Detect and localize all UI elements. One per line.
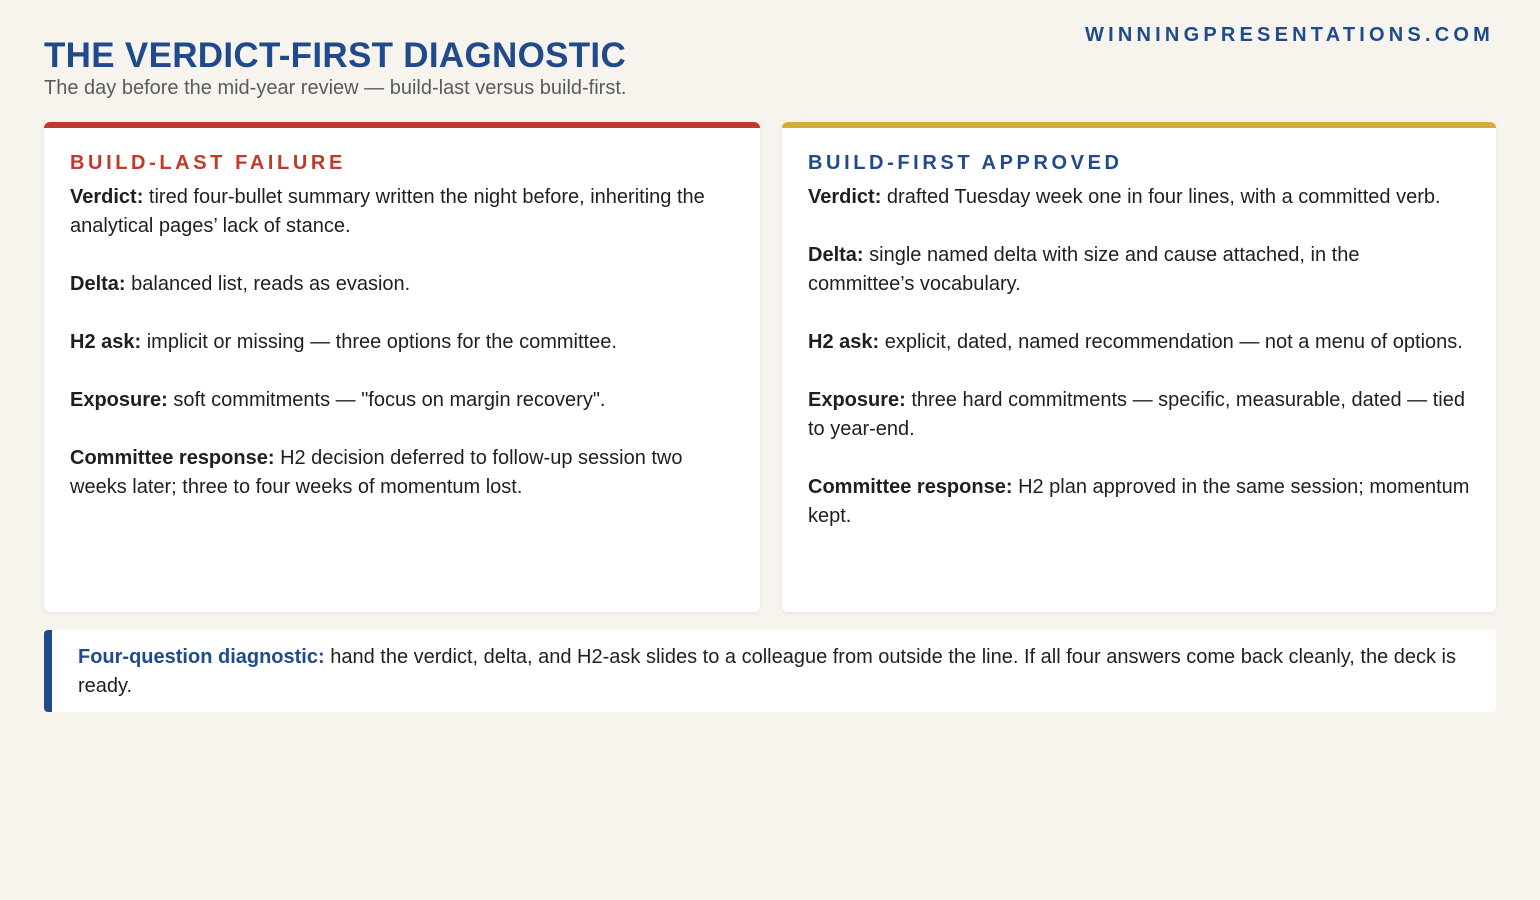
delta-item bbox=[70, 270, 734, 299]
item-text: implicit or missing — three options for the committee. bbox=[146, 331, 617, 353]
item-label: Verdict: bbox=[808, 186, 882, 208]
callout-text: hand the verdict, delta, and H2-ask slides to a colleague from outside the line. If all four answers come back cleanly, the deck is ready. bbox=[78, 646, 1456, 697]
item-text: explicit, dated, named recommendation — not a menu of options. bbox=[884, 331, 1463, 353]
item-label: H2 ask: bbox=[70, 331, 142, 353]
item-label: Committee response: bbox=[808, 476, 1013, 498]
callout-label: Four-question diagnostic: bbox=[78, 646, 325, 668]
exposure-item bbox=[70, 386, 734, 415]
item-text: tired four-bullet summary written the night before, inheriting the analytical pages’ lack of stance. bbox=[70, 186, 705, 237]
h2-ask-item bbox=[70, 328, 734, 357]
item-label: Delta: bbox=[808, 244, 864, 266]
item-label: Delta: bbox=[70, 273, 126, 295]
item-text: single named delta with size and cause attached, in the committee’s vocabulary. bbox=[808, 244, 1360, 295]
h2-ask-item bbox=[808, 328, 1470, 357]
item-text: soft commitments — "focus on margin recovery". bbox=[173, 389, 606, 411]
item-label: Exposure: bbox=[808, 389, 906, 411]
verdict-item bbox=[808, 183, 1470, 212]
item-text: drafted Tuesday week one in four lines, with a committed verb. bbox=[886, 186, 1441, 208]
item-label: Committee response: bbox=[70, 447, 275, 469]
item-label: Exposure: bbox=[70, 389, 168, 411]
item-text: three hard commitments — specific, measurable, dated — tied to year-end. bbox=[808, 389, 1465, 440]
item-label: H2 ask: bbox=[808, 331, 880, 353]
diagnostic-callout bbox=[44, 630, 1496, 712]
committee-response-item bbox=[70, 444, 734, 502]
card-heading: BUILD-LAST FAILURE bbox=[70, 152, 346, 174]
item-text: balanced list, reads as evasion. bbox=[131, 273, 411, 295]
card-heading: BUILD-FIRST APPROVED bbox=[808, 152, 1123, 174]
item-label: Verdict: bbox=[70, 186, 144, 208]
committee-response-item bbox=[808, 473, 1470, 531]
delta-item bbox=[808, 241, 1470, 299]
page-subtitle: The day before the mid-year review — build-last versus build-first. bbox=[44, 77, 627, 99]
page-title: THE VERDICT-FIRST DIAGNOSTIC bbox=[44, 36, 627, 75]
build-last-failure-card bbox=[44, 122, 760, 612]
item-text: H2 decision deferred to follow-up session two weeks later; three to four weeks of momentum lost. bbox=[70, 447, 683, 498]
verdict-item bbox=[70, 183, 734, 241]
brand-wordmark: WINNINGPRESENTATIONS.COM bbox=[1085, 24, 1494, 46]
exposure-item bbox=[808, 386, 1470, 444]
build-first-approved-card bbox=[782, 122, 1496, 612]
item-text: H2 plan approved in the same session; momentum kept. bbox=[808, 476, 1470, 527]
